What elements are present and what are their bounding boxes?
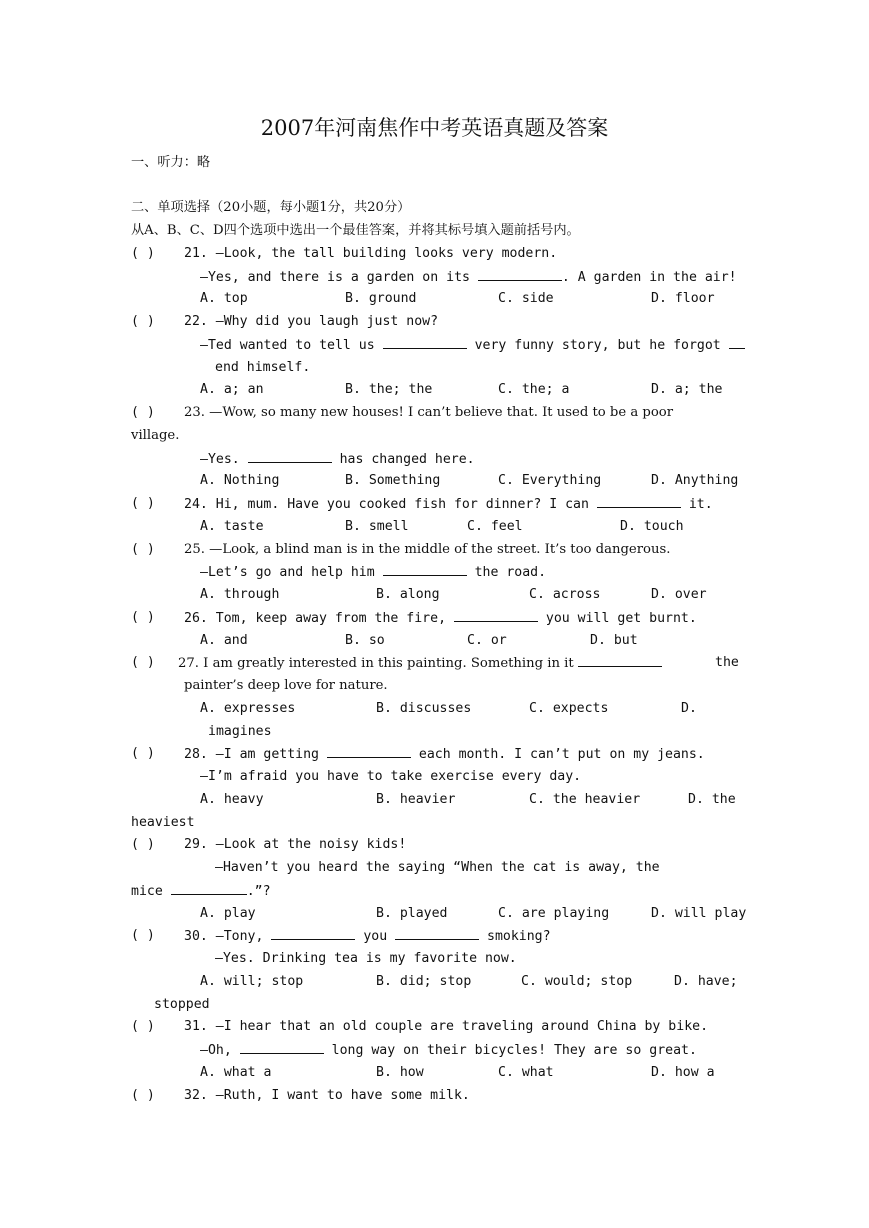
answer-bracket[interactable]: ( ) (131, 314, 155, 329)
question-31: 31. —I hear that an old couple are traveling around China by bike. (184, 1019, 709, 1034)
option-b: B. played (376, 906, 448, 921)
option-c: C. feel (467, 519, 523, 534)
option-a: A. will; stop (200, 974, 304, 989)
option-a: A. what a (200, 1065, 272, 1080)
option-b: B. discusses (376, 701, 472, 716)
answer-bracket[interactable]: ( ) (131, 496, 155, 511)
option-c: C. side (498, 291, 554, 306)
question-24 (184, 495, 713, 513)
question-23: 23. —Wow, so many new houses! I can’t believe that. It used to be a poor (184, 405, 674, 420)
text: —Yes, and there is a garden on its (200, 270, 470, 285)
option-b: B. so (345, 633, 385, 648)
section-single-choice: 二、单项选择（20小题，每小题1分，共20分） (131, 200, 411, 215)
q29-line3 (131, 882, 271, 900)
text: you (363, 929, 388, 944)
answer-blank[interactable] (395, 927, 479, 940)
text: mice (131, 884, 163, 899)
option-c: C. the heavier (529, 792, 641, 807)
option-d: D. the (688, 792, 736, 807)
option-b: B. smell (345, 519, 409, 534)
answer-blank[interactable] (383, 336, 467, 349)
option-a: A. Nothing (200, 473, 280, 488)
q31-line2 (200, 1041, 697, 1059)
option-d: D. have; (674, 974, 738, 989)
question-27 (178, 654, 662, 672)
answer-blank[interactable] (171, 882, 247, 895)
answer-blank[interactable] (271, 927, 355, 940)
answer-bracket[interactable]: ( ) (131, 746, 155, 761)
option-a: A. and (200, 633, 248, 648)
option-d: D. a; the (651, 382, 723, 397)
answer-blank[interactable] (597, 495, 681, 508)
option-c: C. expects (529, 701, 609, 716)
option-c: C. Everything (498, 473, 602, 488)
answer-blank[interactable] (248, 450, 332, 463)
question-26 (184, 609, 697, 627)
option-a: A. heavy (200, 792, 264, 807)
q29-line2: —Haven’t you heard the saying “When the cat is away, the (215, 860, 660, 875)
option-b: B. how (376, 1065, 424, 1080)
option-d: D. touch (620, 519, 684, 534)
question-27-cont: painter’s deep love for nature. (184, 678, 388, 693)
question-32: 32. —Ruth, I want to have some milk. (184, 1088, 470, 1103)
q28-line2: —I’m afraid you have to take exercise every day. (200, 769, 582, 784)
text: 28. —I am getting (184, 747, 319, 762)
option-d: D. but (590, 633, 638, 648)
text: —Let’s go and help him (200, 565, 375, 580)
option-b: B. Something (345, 473, 441, 488)
option-d-cont: heaviest (131, 815, 195, 830)
option-d: D. will play (651, 906, 747, 921)
question-25: 25. —Look, a blind man is in the middle of the street. It’s too dangerous. (184, 542, 671, 557)
q22-line3: end himself. (215, 360, 311, 375)
option-a: A. taste (200, 519, 264, 534)
section-listening: 一、听力：略 (131, 155, 211, 170)
answer-blank[interactable] (240, 1041, 324, 1054)
page-title: 2007年河南焦作中考英语真题及答案 (260, 116, 609, 140)
text: smoking? (487, 929, 551, 944)
answer-bracket[interactable]: ( ) (131, 928, 155, 943)
answer-bracket[interactable]: ( ) (131, 1019, 155, 1034)
option-a: A. expresses (200, 701, 296, 716)
option-a: A. through (200, 587, 280, 602)
option-d: D. over (651, 587, 707, 602)
q22-line2 (200, 336, 745, 354)
question-23-cont: village. (131, 428, 180, 443)
text: 27. I am greatly interested in this painting. Something in it (178, 656, 574, 671)
q25-line2 (200, 563, 546, 581)
answer-bracket[interactable]: ( ) (131, 837, 155, 852)
option-c: C. across (529, 587, 601, 602)
question-22: 22. —Why did you laugh just now? (184, 314, 439, 329)
option-b: B. ground (345, 291, 417, 306)
option-d: D. (681, 701, 697, 716)
answer-blank[interactable] (478, 268, 562, 281)
answer-blank[interactable] (454, 609, 538, 622)
option-d: D. floor (651, 291, 715, 306)
option-b: B. along (376, 587, 440, 602)
option-a: A. top (200, 291, 248, 306)
q23-line2 (200, 450, 475, 468)
q30-line2: —Yes. Drinking tea is my favorite now. (215, 951, 517, 966)
text: you will get burnt. (545, 611, 697, 626)
option-c: C. what (498, 1065, 554, 1080)
option-c: C. would; stop (521, 974, 633, 989)
answer-blank[interactable] (383, 563, 467, 576)
answer-bracket[interactable]: ( ) (131, 246, 155, 261)
option-c: C. or (467, 633, 507, 648)
text: the road. (474, 565, 547, 580)
answer-bracket[interactable]: ( ) (131, 1088, 155, 1103)
text: 30. —Tony, (184, 929, 264, 944)
text: has changed here. (339, 452, 475, 467)
answer-bracket[interactable]: ( ) (131, 542, 155, 557)
answer-bracket[interactable]: ( ) (131, 655, 155, 670)
q21-line2 (200, 268, 737, 286)
text: . A garden in the air! (561, 270, 737, 285)
option-b: B. the; the (345, 382, 433, 397)
text: —Ted wanted to tell us (200, 338, 375, 353)
option-d: D. Anything (651, 473, 739, 488)
answer-blank[interactable] (729, 336, 745, 349)
option-b: B. did; stop (376, 974, 472, 989)
option-d-cont: stopped (154, 997, 210, 1012)
text: .”? (246, 884, 271, 899)
instruction: 从A、B、C、D四个选项中选出一个最佳答案，并将其标号填入题前括号内。 (131, 223, 580, 238)
text: it. (688, 497, 713, 512)
option-b: B. heavier (376, 792, 456, 807)
answer-blank[interactable] (578, 654, 662, 667)
answer-bracket[interactable]: ( ) (131, 610, 155, 625)
text: very funny story, but he forgot (474, 338, 721, 353)
option-d-cont: imagines (208, 724, 272, 739)
text: —Oh, (200, 1043, 232, 1058)
text: —Yes. (200, 452, 240, 467)
question-29: 29. —Look at the noisy kids! (184, 837, 407, 852)
answer-blank[interactable] (327, 745, 411, 758)
option-a: A. play (200, 906, 256, 921)
option-c: C. the; a (498, 382, 570, 397)
option-d: D. how a (651, 1065, 715, 1080)
text: 24. Hi, mum. Have you cooked fish for dinner? I can (184, 497, 589, 512)
option-a: A. a; an (200, 382, 264, 397)
option-c: C. are playing (498, 906, 610, 921)
answer-bracket[interactable]: ( ) (131, 405, 155, 420)
question-28 (184, 745, 705, 763)
question-30 (184, 927, 551, 945)
text: each month. I can’t put on my jeans. (418, 747, 705, 762)
text: 26. Tom, keep away from the fire, (184, 611, 447, 626)
question-27-end: the (715, 655, 739, 670)
text: long way on their bicycles! They are so great. (331, 1043, 697, 1058)
question-21: 21. —Look, the tall building looks very modern. (184, 246, 558, 261)
